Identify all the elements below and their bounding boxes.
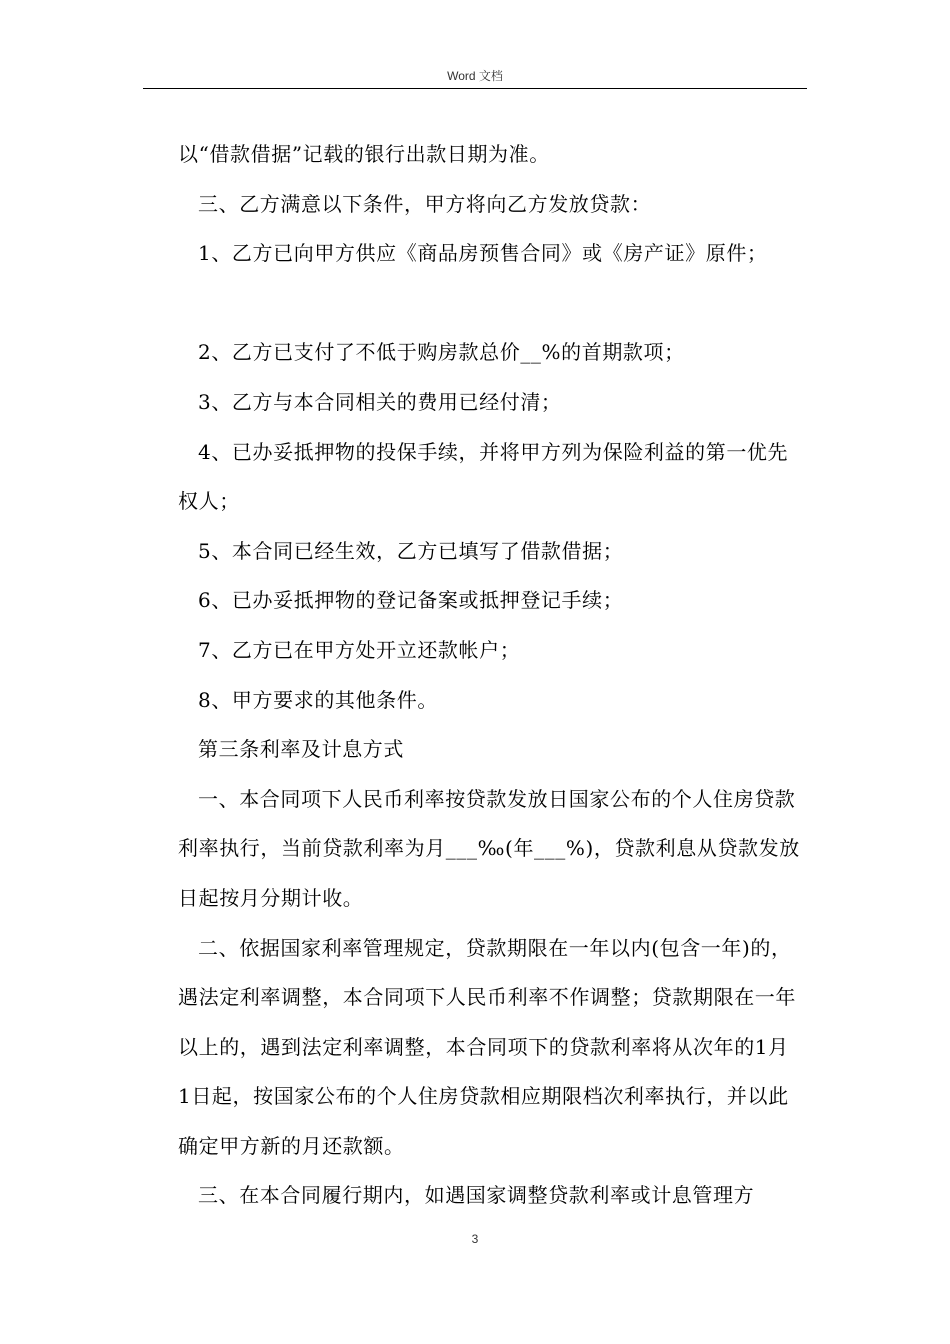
paragraph: 二、依据国家利率管理规定，贷款期限在一年以内(包含一年)的，遇法定利率调整，本合同项下人民币利率不作调整；贷款期限在一年以上的，遇到法定利率调整，本合同项下的贷款利率将从次年的1月1日起，按国家公布的个人住房贷款相应期限档次利率执行，并以此确定甲方新的月还款额。: [178, 935, 796, 1158]
document-body: [178, 130, 802, 1221]
list-item: 7、乙方已在甲方处开立还款帐户；: [198, 637, 521, 662]
list-item: 1、乙方已向甲方供应《商品房预售合同》或《房产证》原件；: [198, 241, 768, 266]
page-number: 3: [471, 1232, 479, 1246]
paragraph: 三、乙方满意以下条件，甲方将向乙方发放贷款：: [198, 191, 652, 216]
list-item: 5、本合同已经生效，乙方已填写了借款借据；: [198, 538, 624, 563]
list-item: 8、甲方要求的其他条件。: [198, 687, 438, 712]
list-item: 2、乙方已支付了不低于购房款总价__%的首期款项；: [198, 340, 685, 365]
page-header: Word 文档: [447, 69, 503, 83]
list-item: 3、乙方与本合同相关的费用已经付清；: [198, 389, 562, 414]
section-heading: 第三条利率及计息方式: [198, 737, 404, 762]
list-item: 6、已办妥抵押物的登记备案或抵押登记手续；: [198, 588, 624, 613]
paragraph: 三、在本合同履行期内，如遇国家调整贷款利率或计息管理方: [198, 1183, 755, 1208]
paragraph: 一、本合同项下人民币利率按贷款发放日国家公布的个人住房贷款利率执行，当前贷款利率为月___‰(年___%)，贷款利息从贷款发放日起按月分期计收。: [178, 786, 800, 910]
list-item: 4、已办妥抵押物的投保手续，并将甲方列为保险利益的第一优先权人；: [178, 439, 789, 514]
paragraph: 以“借款借据”记载的银行出款日期为准。: [178, 142, 550, 166]
header-rule: [143, 88, 807, 89]
